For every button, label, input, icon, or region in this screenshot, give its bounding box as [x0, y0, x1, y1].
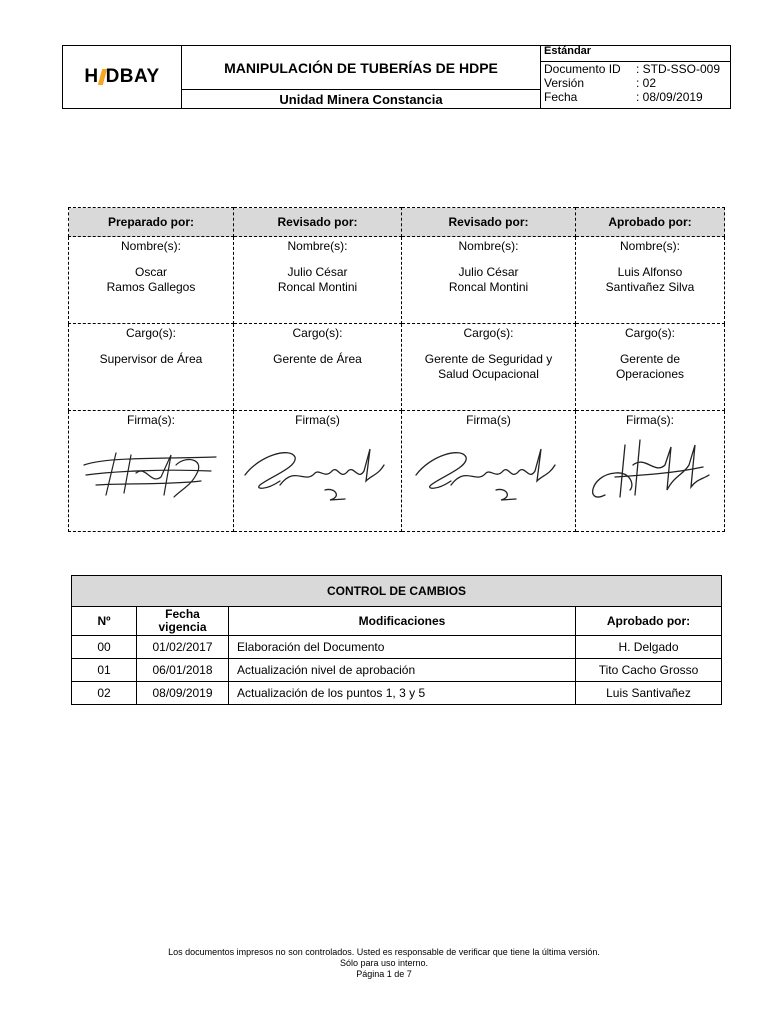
name-cell [402, 237, 576, 324]
cell-modification: Actualización nivel de aprobación [229, 659, 576, 682]
signature-cell [576, 411, 725, 532]
meta-value: : STD-SSO-009 [636, 62, 721, 76]
roles-row [69, 324, 725, 411]
col-fecha-vigencia [137, 607, 229, 636]
col-prepared: Preparado por: [69, 208, 234, 237]
name-line: Santivañez Silva [605, 280, 695, 294]
role-value [576, 352, 724, 382]
signature-cell [69, 411, 234, 532]
signature-label: Firma(s): [626, 413, 674, 427]
meta-label: Documento ID [544, 62, 621, 76]
table-row [72, 636, 722, 659]
logo-wordmark [84, 66, 159, 88]
footer-disclaimer: Los documentos impresos no son controlados. Usted es responsable de verificar que tiene la última versión. [168, 947, 600, 957]
role-label: Cargo(s): [292, 326, 343, 340]
name-line: Julio César [458, 265, 519, 279]
company-logo [63, 46, 182, 108]
meta-label: Fecha [544, 90, 578, 104]
page-footer [0, 947, 768, 980]
header-line: vigencia [158, 620, 207, 634]
cell-modification: Elaboración del Documento [229, 636, 576, 659]
approvals-table [68, 207, 725, 532]
meta-label: Versión [544, 76, 585, 90]
footer-internal-use: Sólo para uso interno. [339, 958, 429, 968]
document-title: MANIPULACIÓN DE TUBERÍAS DE HDPE [182, 46, 540, 90]
signature-image [411, 435, 566, 505]
cell-number: 01 [72, 659, 137, 682]
name-label: Nombre(s): [619, 239, 680, 253]
logo-h: H [84, 66, 99, 87]
role-line: Gerente de [619, 352, 681, 366]
name-value [402, 265, 575, 295]
cell-approver: Tito Cacho Grosso [576, 659, 722, 682]
cell-modification: Actualización de los puntos 1, 3 y 5 [229, 682, 576, 705]
role-value [402, 352, 575, 382]
document-meta [540, 46, 730, 108]
approvals-header-row [69, 208, 725, 237]
name-cell [234, 237, 402, 324]
col-number: Nº [72, 607, 137, 636]
header-line: Fecha [165, 607, 200, 621]
name-line: Ramos Gallegos [106, 280, 196, 294]
change-control-table [71, 575, 722, 705]
cell-approver: H. Delgado [576, 636, 722, 659]
role-line: Supervisor de Área [99, 352, 203, 366]
col-aprobado-por: Aprobado por: [576, 607, 722, 636]
role-line: Gerente de Seguridad y [424, 352, 553, 366]
document-subtitle: Unidad Minera Constancia [279, 91, 443, 107]
name-label: Nombre(s): [287, 239, 348, 253]
name-line: Roncal Montini [277, 280, 358, 294]
name-cell [576, 237, 725, 324]
cell-date: 01/02/2017 [137, 636, 229, 659]
signatures-row [69, 411, 725, 532]
name-value [576, 265, 724, 295]
cell-number: 02 [72, 682, 137, 705]
role-line: Gerente de Área [273, 352, 362, 366]
role-value [234, 352, 401, 367]
name-label: Nombre(s): [458, 239, 519, 253]
change-control-header-row [72, 607, 722, 636]
page-number: Página 1 de 7 [356, 969, 412, 979]
name-line: Oscar [134, 265, 167, 279]
col-approved: Aprobado por: [576, 208, 725, 237]
role-cell [402, 324, 576, 411]
signature-image [240, 435, 395, 505]
meta-document-id [544, 62, 730, 76]
meta-value: : 02 [636, 76, 657, 90]
table-row [72, 659, 722, 682]
table-row [72, 682, 722, 705]
name-line: Roncal Montini [448, 280, 529, 294]
role-label: Cargo(s): [463, 326, 514, 340]
col-reviewed-2: Revisado por: [402, 208, 576, 237]
meta-date [544, 90, 730, 104]
name-value [234, 265, 401, 295]
logo-rest: DBAY [105, 66, 160, 87]
col-reviewed-1: Revisado por: [234, 208, 402, 237]
role-value [69, 352, 233, 367]
role-label: Cargo(s): [125, 326, 176, 340]
role-label: Cargo(s): [624, 326, 675, 340]
signature-label: Firma(s): [127, 413, 175, 427]
role-cell [576, 324, 725, 411]
name-line: Julio César [287, 265, 348, 279]
signature-image [76, 435, 226, 505]
meta-value: : 08/09/2019 [636, 90, 703, 104]
role-cell [69, 324, 234, 411]
signature-cell [402, 411, 576, 532]
cell-date: 06/01/2018 [137, 659, 229, 682]
cell-date: 08/09/2019 [137, 682, 229, 705]
signature-image [585, 435, 715, 510]
role-line: Salud Ocupacional [438, 367, 539, 381]
document-header [62, 45, 731, 109]
cell-number: 00 [72, 636, 137, 659]
change-control-title: CONTROL DE CAMBIOS [72, 576, 722, 607]
name-label: Nombre(s): [120, 239, 181, 253]
name-line: Luis Alfonso [617, 265, 683, 279]
meta-heading: Estándar [544, 45, 592, 57]
meta-version [544, 76, 730, 90]
role-line: Operaciones [615, 367, 685, 381]
name-cell [69, 237, 234, 324]
names-row [69, 237, 725, 324]
signature-label: Firma(s) [295, 413, 340, 427]
role-cell [234, 324, 402, 411]
cell-approver: Luis Santivañez [576, 682, 722, 705]
name-value [69, 265, 233, 295]
signature-label: Firma(s) [466, 413, 511, 427]
change-control-caption-row [72, 576, 722, 607]
col-modificaciones: Modificaciones [229, 607, 576, 636]
signature-cell [234, 411, 402, 532]
